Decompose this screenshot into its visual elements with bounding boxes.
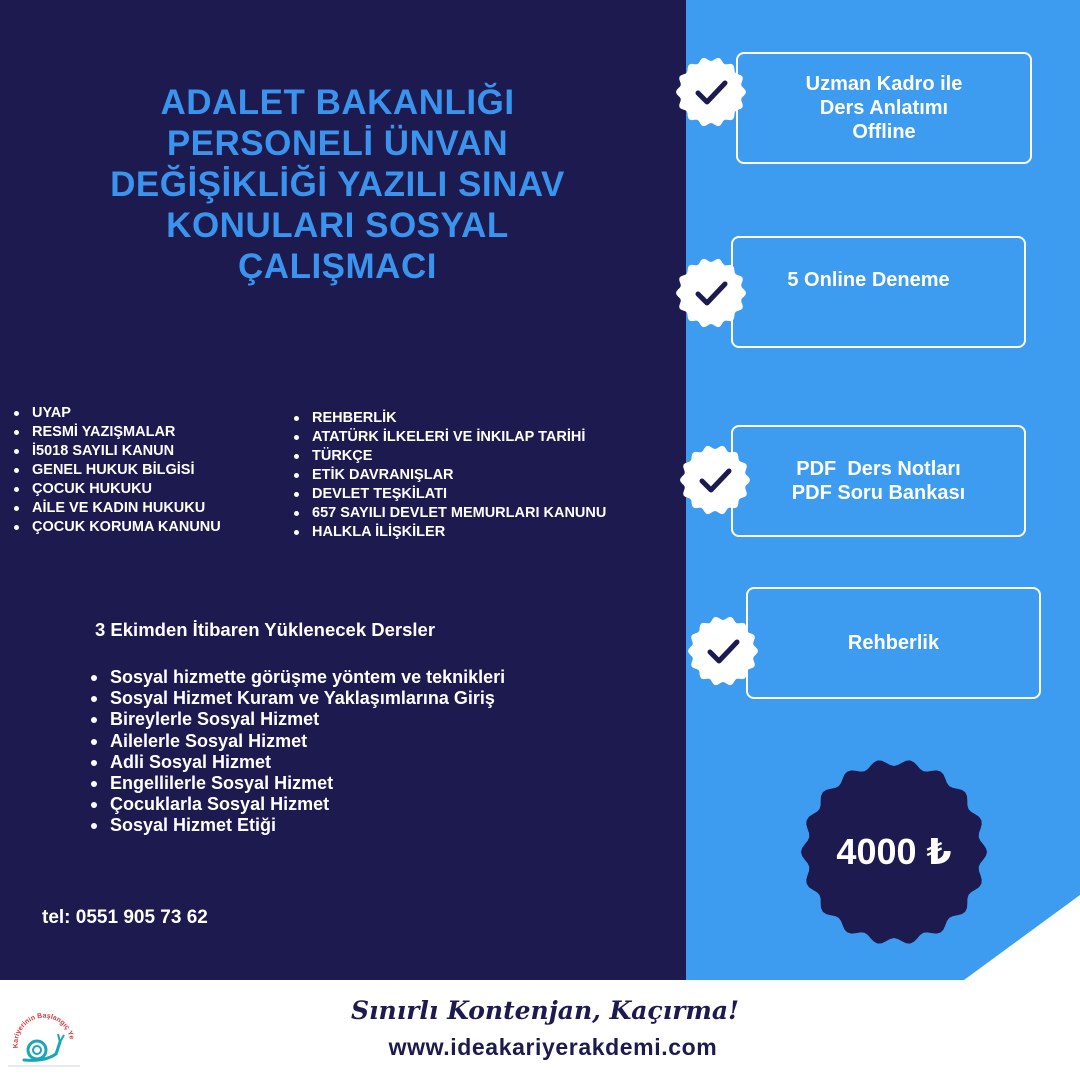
topics-list-right (288, 409, 606, 542)
feature-box-pdf-materials (731, 425, 1026, 537)
list-item: ETİK DAVRANIŞLAR (288, 466, 606, 485)
list-item: Adli Sosyal Hizmet (88, 752, 505, 773)
feature-line: PDF Soru Bankası (791, 482, 966, 504)
list-item: AİLE VE KADIN HUKUKU (8, 499, 221, 518)
feature-line: 5 Online Deneme (787, 269, 950, 291)
title-line: KONULARI SOSYAL (166, 206, 509, 245)
title-line: PERSONELİ ÜNVAN (166, 124, 509, 163)
logo-tagline: Kariyerinin Başlangıç Ye (12, 1012, 75, 1049)
list-item: Sosyal Hizmet Etiği (88, 815, 505, 836)
list-item: ÇOCUK HUKUKU (8, 480, 221, 499)
list-item: Ailelerle Sosyal Hizmet (88, 731, 505, 752)
checkmark-badge-icon (675, 56, 747, 128)
upcoming-courses-list (88, 667, 505, 837)
feature-box-online-exams (731, 236, 1026, 348)
phone-number[interactable]: tel: 0551 905 73 62 (42, 907, 208, 928)
list-item: TÜRKÇE (288, 447, 606, 466)
title-line: ÇALIŞMACI (238, 247, 437, 286)
list-item: REHBERLİK (288, 409, 606, 428)
snail-logo-icon (4, 1000, 84, 1070)
list-item: GENEL HUKUK BİLGİSİ (8, 461, 221, 480)
checkmark-badge-icon (679, 444, 751, 516)
list-item: İ5018 SAYILI KANUN (8, 442, 221, 461)
list-item: Sosyal Hizmet Kuram ve Yaklaşımlarına Giriş (88, 688, 505, 709)
list-item: UYAP (8, 404, 221, 423)
list-item: RESMİ YAZIŞMALAR (8, 423, 221, 442)
feature-line: Ders Anlatımı (819, 97, 949, 119)
feature-box-expert-staff (736, 52, 1032, 164)
list-item: ÇOCUK KORUMA KANUNU (8, 518, 221, 537)
feature-line: PDF Ders Notları (796, 458, 961, 480)
website-link[interactable]: www.ideakariyerakdemi.com (388, 1034, 718, 1060)
feature-line: Uzman Kadro ile (805, 73, 963, 95)
list-item: Engellilerle Sosyal Hizmet (88, 773, 505, 794)
price-label: 4000 ₺ (836, 831, 952, 872)
list-item: HALKLA İLİŞKİLER (288, 523, 606, 542)
title-line: ADALET BAKANLIĞI (160, 83, 515, 122)
list-item: Çocuklarla Sosyal Hizmet (88, 794, 505, 815)
feature-line: Rehberlik (847, 632, 940, 654)
list-item: Sosyal hizmette görüşme yöntem ve teknikleri (88, 667, 505, 688)
list-item: Bireylerle Sosyal Hizmet (88, 709, 505, 730)
list-item: DEVLET TEŞKİLATI (288, 485, 606, 504)
feature-line: Offline (852, 121, 916, 143)
checkmark-badge-icon (675, 257, 747, 329)
list-item: 657 SAYILI DEVLET MEMURLARI KANUNU (288, 504, 606, 523)
checkmark-badge-icon (687, 615, 759, 687)
slogan: Sınırlı Kontenjan, Kaçırma! (350, 996, 740, 1025)
feature-box-guidance (746, 587, 1041, 699)
topics-list-left (8, 404, 221, 537)
page-title (60, 82, 615, 287)
list-item: ATATÜRK İLKELERİ VE İNKILAP TARİHİ (288, 428, 606, 447)
upcoming-heading: 3 Ekimden İtibaren Yüklenecek Dersler (95, 619, 436, 640)
title-line: DEĞİŞİKLİĞİ YAZILI SINAV (110, 165, 565, 204)
